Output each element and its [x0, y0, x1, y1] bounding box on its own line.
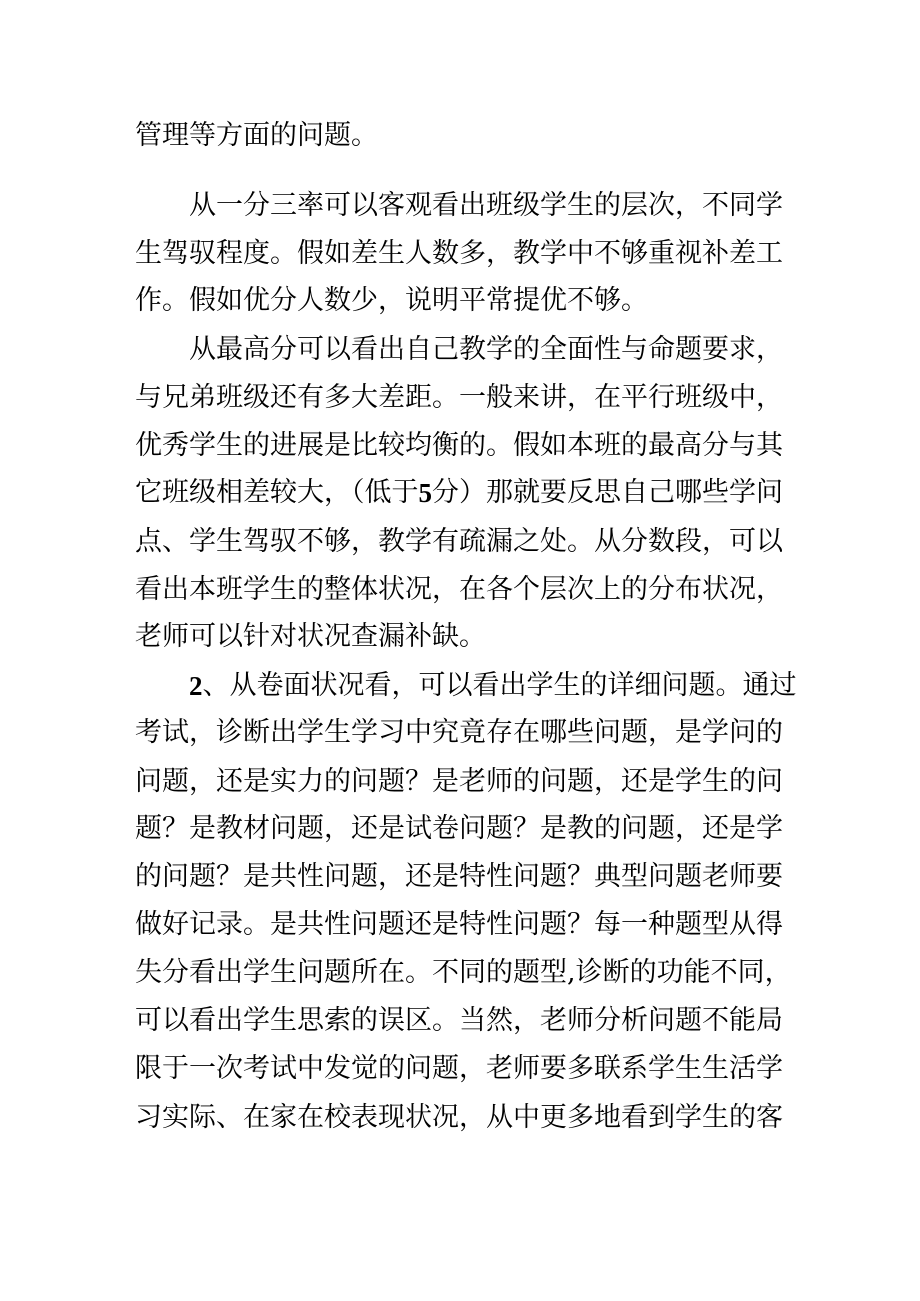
text-segment: 习 实 际 、 在 家 在 校 表 现 状 况 ， 从 中 更 多 地 看 到 学 生 的 客 — [135, 1102, 783, 1133]
text-line — [135, 716, 783, 750]
text-line — [135, 429, 783, 463]
text-line — [135, 1004, 783, 1038]
text-segment: 看 出 本 班 学 生 的 整 体 状 况 ， 在 各 个 层 次 上 的 分 布 状 况 ， — [135, 574, 783, 605]
text-line — [135, 119, 378, 153]
text-segment: 诊断的功能不同， — [575, 957, 792, 988]
text-segment: 可 以 看 出 学 生 思 索 的 误 区 。 当 然 ， 老 师 分 析 问 题 不 能 局 — [135, 1005, 783, 1036]
text-line — [135, 573, 783, 607]
text-line — [135, 1101, 783, 1135]
text-segment: 生 驾 驭 程 度 。 假 如 差 生 人 数 多 ， 教 学 中 不 够 重 视 补 差 工 — [135, 238, 783, 269]
text-segment: 它班级相差较大，（低于 — [135, 477, 419, 508]
text-segment: 、从卷面状况看，可以看出学生的详细问题。通过 — [202, 670, 797, 701]
text-segment: 从 最 高 分 可 以 看 出 自 己 教 学 的 全 面 性 与 命 题 要 求 ， — [189, 334, 783, 365]
text-segment: 作。假如优分人数少，说明平常提优不够。 — [135, 285, 648, 316]
paragraph-first-line — [189, 333, 783, 367]
text-segment: 的 问 题 ？ 是 共 性 问 题 ， 还 是 特 性 问 题 ？ 典 型 问 题 老 师 要 — [135, 861, 783, 892]
text-segment: 从 一 分 三 率 可 以 客 观 看 出 班 级 学 生 的 层 次 ， 不 同 学 — [189, 190, 783, 221]
text-line — [135, 1052, 783, 1086]
text-segment: 题 ？ 是 教 材 问 题 ， 还 是 试 卷 问 题 ？ 是 教 的 问 题 ， 还 是 学 — [135, 813, 783, 844]
text-line — [135, 956, 792, 990]
text-line — [135, 525, 783, 559]
text-line — [135, 237, 783, 271]
text-segment: 优 秀 学 生 的 进 展 是 比 较 均 衡 的 。 假 如 本 班 的 最 高 分 与 其 — [135, 430, 783, 461]
text-line — [135, 812, 783, 846]
text-segment: 问 题 ， 还 是 实 力 的 问 题 ？ 是 老 师 的 问 题 ， 还 是 学 生 的 问 — [135, 766, 783, 797]
text-segment: 分）那就要反思自己哪些学问 — [432, 477, 783, 508]
text-segment: 点 、 学 生 驾 驭 不 够 ， 教 学 有 疏 漏 之 处 。 从 分 数 段 ， 可 以 — [135, 526, 783, 557]
text-segment: 做 好 记 录 。 是 共 性 问 题 还 是 特 性 问 题 ？ 每 一 种 题 型 从 得 — [135, 909, 783, 940]
text-line — [135, 765, 783, 799]
text-segment: 老师可以针对状况查漏补缺。 — [135, 621, 486, 652]
text-line — [135, 908, 783, 942]
text-line — [135, 620, 486, 654]
paragraph-first-line — [189, 669, 797, 703]
text-segment: 管理等方面的问题。 — [135, 120, 378, 151]
text-segment-punct: , — [567, 957, 576, 988]
text-line — [135, 860, 783, 894]
text-segment: 失分看出学生问题所在。不同的题型 — [135, 957, 567, 988]
paragraph-first-line — [189, 189, 783, 223]
text-line — [135, 476, 783, 510]
text-line — [135, 284, 648, 318]
text-segment-number: 5 — [418, 478, 432, 508]
text-segment: 限 于 一 次 考 试 中 发 觉 的 问 题 ， 老 师 要 多 联 系 学 生 生 活 学 — [135, 1053, 783, 1084]
text-segment: 考 试 ， 诊 断 出 学 生 学 习 中 究 竟 存 在 哪 些 问 题 ， 是 学 问 的 — [135, 717, 783, 748]
text-segment-number: 2 — [189, 671, 203, 701]
text-segment: 与 兄 弟 班 级 还 有 多 大 差 距 。 一 般 来 讲 ， 在 平 行 班 级 中 ， — [135, 382, 783, 413]
text-line — [135, 381, 783, 415]
